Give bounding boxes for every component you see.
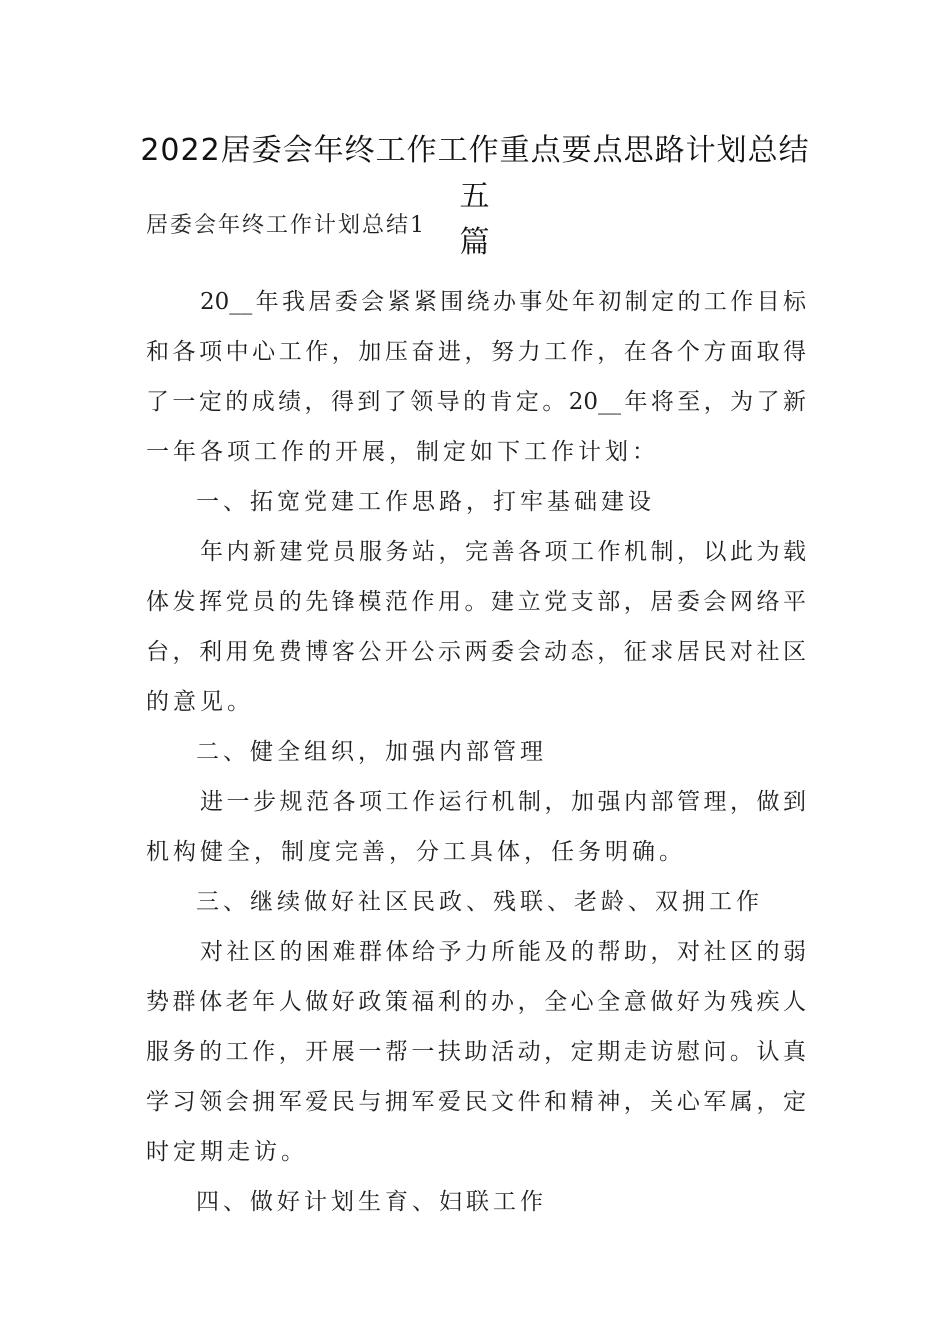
document-title xyxy=(140,128,810,266)
title-line-2: 篇 xyxy=(459,225,491,260)
section-3-line-2: 势群体老年人做好政策福利的办，全心全意做好为残疾人 xyxy=(146,989,806,1015)
intro-line-4: 一年各项工作的开展，制定如下工作计划： xyxy=(146,439,659,465)
intro-line-3: 了一定的成绩，得到了领导的肯定。20__年将至，为了新 xyxy=(146,389,806,415)
section-2-heading: 二、健全组织，加强内部管理 xyxy=(196,739,547,765)
section-1-line-4: 的意见。 xyxy=(146,689,254,715)
section-2-line-2: 机构健全，制度完善，分工具体，任务明确。 xyxy=(146,839,686,865)
section-3-line-4: 学习领会拥军爱民与拥军爱民文件和精神，关心军属，定 xyxy=(146,1089,806,1115)
intro-line-1: 20__年我居委会紧紧围绕办事处年初制定的工作目标 xyxy=(200,289,806,315)
section-2-line-1: 进一步规范各项工作运行机制，加强内部管理，做到 xyxy=(200,789,806,815)
section-1-line-1: 年内新建党员服务站，完善各项工作机制，以此为载 xyxy=(200,539,806,565)
document-subtitle: 居委会年终工作计划总结1 xyxy=(146,213,426,238)
section-3-line-1: 对社区的困难群体给予力所能及的帮助，对社区的弱 xyxy=(200,939,806,965)
section-1-line-3: 台，利用免费博客公开公示两委会动态，征求居民对社区 xyxy=(146,639,806,665)
section-3-heading: 三、继续做好社区民政、残联、老龄、双拥工作 xyxy=(196,889,763,915)
section-3-line-3: 服务的工作，开展一帮一扶助活动，定期走访慰问。认真 xyxy=(146,1039,806,1065)
intro-line-2: 和各项中心工作，加压奋进，努力工作，在各个方面取得 xyxy=(146,339,806,365)
section-1-heading: 一、拓宽党建工作思路，打牢基础建设 xyxy=(196,489,655,515)
section-1-line-2: 体发挥党员的先锋模范作用。建立党支部，居委会网络平 xyxy=(146,589,806,615)
title-line-1: 2022居委会年终工作工作重点要点思路计划总结五 xyxy=(140,133,810,214)
section-4-heading: 四、做好计划生育、妇联工作 xyxy=(196,1189,547,1215)
section-3-line-5: 时定期走访。 xyxy=(146,1139,308,1165)
